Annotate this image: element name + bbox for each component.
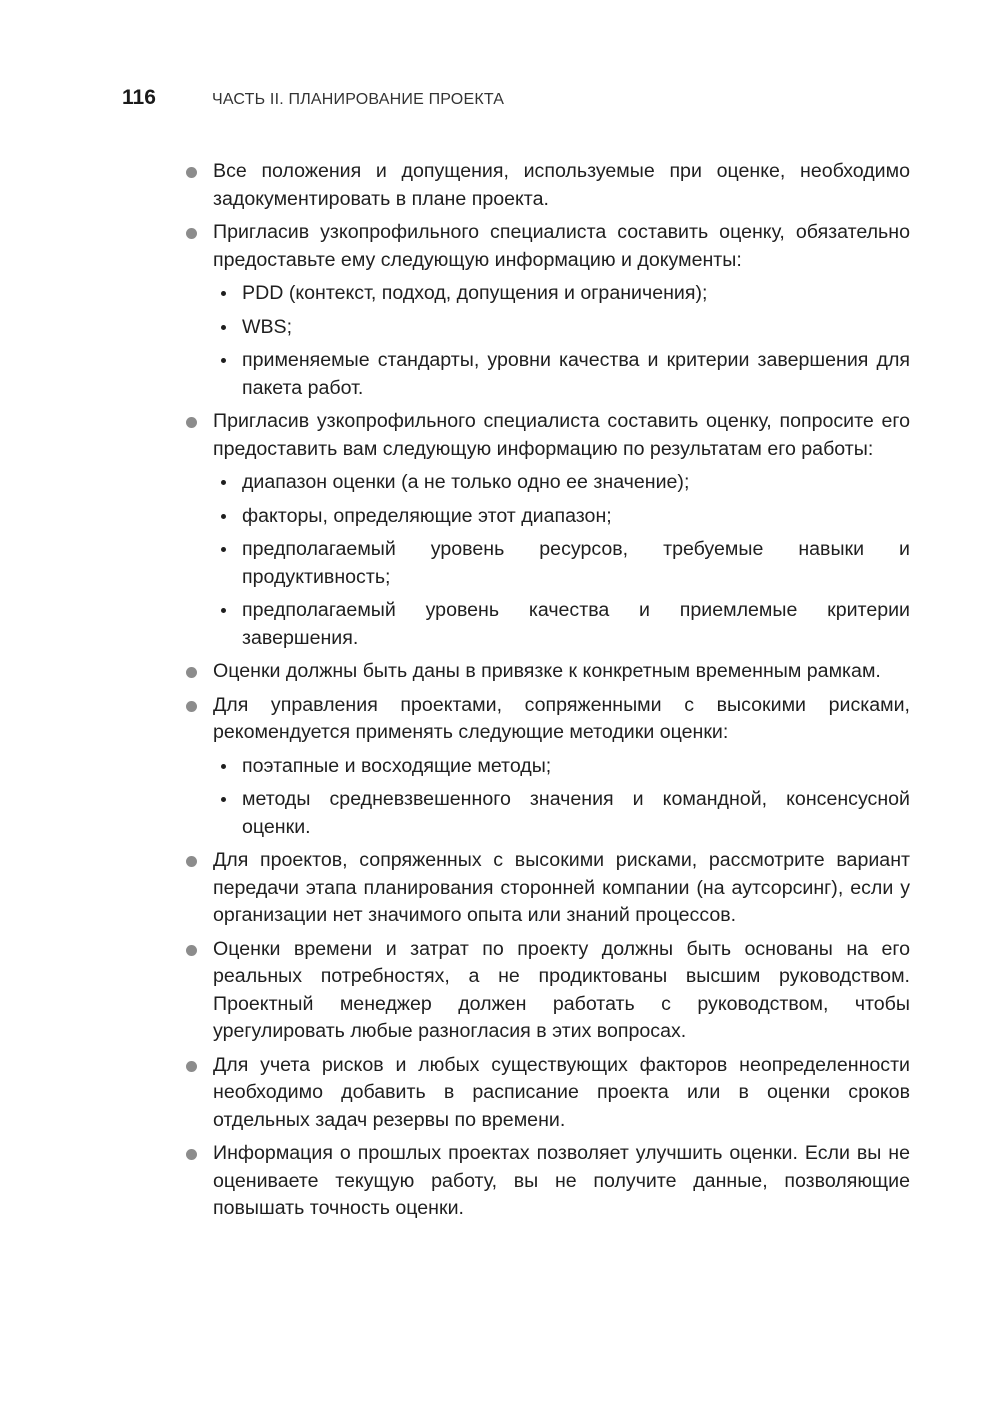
list-item-text: Пригласив узкопрофильного специалиста составить оценку, обязательно предоставьте ему следующую информацию и документы: xyxy=(213,221,910,271)
sub-list-item xyxy=(213,503,910,531)
sub-list-item-text: методы средневзвешенного значения и командной, консенсусной оценки. xyxy=(242,788,910,838)
page-number: 116 xyxy=(122,86,156,109)
bullet-dot-icon xyxy=(186,856,197,867)
list-item-text: Оценки должны быть даны в привязке к конкретным временным рамкам. xyxy=(213,660,881,682)
sub-bullet-icon xyxy=(221,547,226,552)
list-item xyxy=(184,158,910,213)
list-item-text: Оценки времени и затрат по проекту должны быть основаны на его реальных потребностях, а не продиктованы высшим руководством. Проектный менеджер должен работать с руководством, чтобы урегулировать любые разногласия в этих вопросах. xyxy=(213,937,910,1042)
sub-list-item-text: предполагаемый уровень качества и приемлемые критерии завершения. xyxy=(242,599,910,649)
sub-bullet-icon xyxy=(221,608,226,613)
sub-list-item-text: диапазон оценки (а не только одно ее значение); xyxy=(242,471,690,493)
list-item-text: Для управления проектами, сопряженными с высокими рисками, рекомендуется применять следующие методики оценки: xyxy=(213,693,910,743)
sub-list-item xyxy=(213,469,910,497)
list-item xyxy=(184,1140,910,1223)
list-item-text: Пригласив узкопрофильного специалиста составить оценку, попросите его предоставить вам следующую информацию по результатам его работы: xyxy=(213,410,910,460)
list-item-text: Для учета рисков и любых существующих факторов неопределенности необходимо добавить в расписание проекта или в оценки сроков отдельных задач резервы по времени. xyxy=(213,1053,910,1131)
page-header xyxy=(122,86,504,116)
sub-list-item-text: WBS; xyxy=(242,315,293,338)
bullet-dot-icon xyxy=(186,417,197,428)
list-item-text: Для проектов, сопряженных с высокими рисками, рассмотрите вариант передачи этапа планирования сторонней компании (на аутсорсинг), если у организации нет значимого опыта или знаний процессов. xyxy=(213,849,910,926)
sub-list-item xyxy=(213,597,910,652)
sub-bullet-icon xyxy=(221,480,226,485)
list-item xyxy=(184,219,910,274)
sub-list-item xyxy=(213,347,910,402)
bullet-dot-icon xyxy=(186,1061,197,1072)
list-item xyxy=(184,936,910,1046)
sub-list-item xyxy=(213,786,910,841)
bullet-dot-icon xyxy=(186,228,197,239)
list-item-text: Все положения и допущения, используемые при оценке, необходимо задокументировать в плане проекта. xyxy=(213,160,910,210)
sub-list-item xyxy=(213,280,910,308)
bullet-dot-icon xyxy=(186,667,197,678)
sub-list-item-text: PDD (контекст, подход, допущения и ограничения); xyxy=(242,282,708,304)
sub-list-item-text: факторы, определяющие этот диапазон; xyxy=(242,504,612,527)
sub-bullet-icon xyxy=(221,325,226,330)
sub-list-item-text: поэтапные и восходящие методы; xyxy=(242,754,552,777)
list-item xyxy=(184,408,910,463)
bullet-dot-icon xyxy=(186,945,197,956)
sub-bullet-icon xyxy=(221,358,226,363)
sub-list-item xyxy=(213,753,910,781)
sub-list-item-text: применяемые стандарты, уровни качества и критерии завершения для пакета работ. xyxy=(242,349,910,399)
sub-bullet-icon xyxy=(221,291,226,296)
list-item xyxy=(184,658,910,686)
sub-bullet-icon xyxy=(221,764,226,769)
sub-bullet-icon xyxy=(221,797,226,802)
bullet-dot-icon xyxy=(186,1149,197,1160)
bullet-list xyxy=(184,158,910,1229)
sub-list-item xyxy=(213,314,910,342)
bullet-dot-icon xyxy=(186,701,197,712)
sub-list-item xyxy=(213,536,910,591)
bullet-dot-icon xyxy=(186,167,197,178)
list-item xyxy=(184,692,910,747)
list-item xyxy=(184,1052,910,1135)
sub-bullet-icon xyxy=(221,514,226,519)
list-item-text: Информация о прошлых проектах позволяет улучшить оценки. Если вы не оцениваете текущую работу, вы не получите данные, позволяющие повышать точность оценки. xyxy=(213,1142,910,1219)
sub-list-item-text: предполагаемый уровень ресурсов, требуемые навыки и продуктивность; xyxy=(242,538,910,588)
running-title: ЧАСТЬ II. ПЛАНИРОВАНИЕ ПРОЕКТА xyxy=(212,91,505,108)
list-item xyxy=(184,847,910,930)
